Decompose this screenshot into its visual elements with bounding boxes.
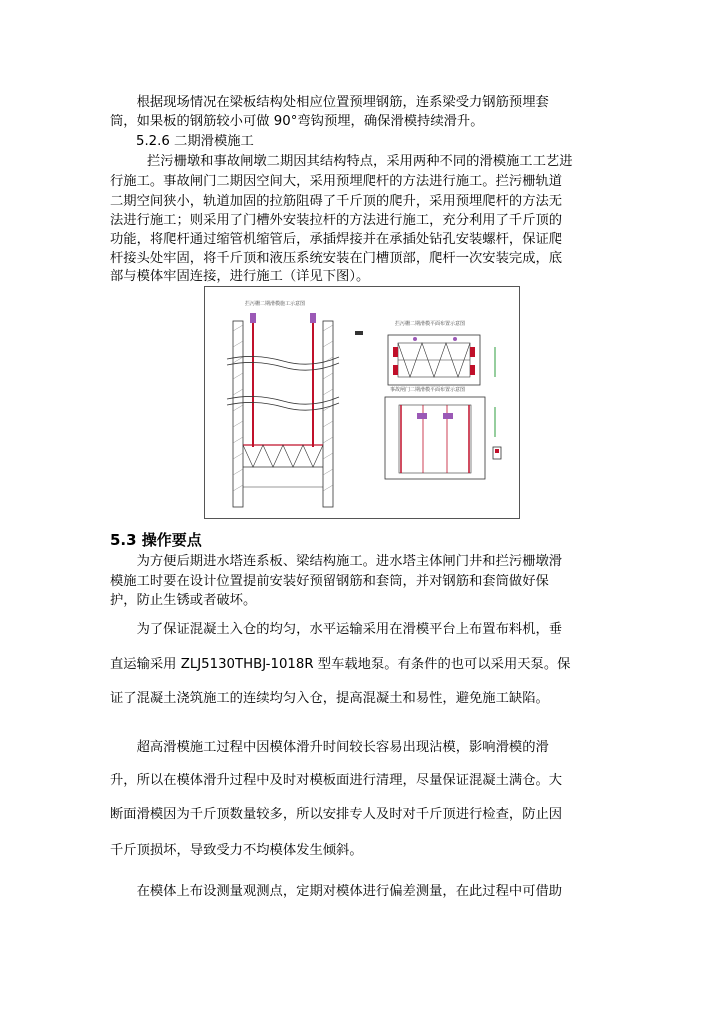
text-line: 直运输采用 ZLJ5130THBJ-1018R 型车载地泵。有条件的也可以采用天泵。保 [110,657,571,672]
plan-drawing-top [388,335,495,385]
text-line: 在模体上布设测量观测点，定期对模体进行偏差测量，在此过程中可借助 [110,884,563,899]
text-line: 杆接头处牢固，将千斤顶和液压系统安装在门槽顶部，爬杆一次安装完成，底 [110,251,563,266]
construction-figure [204,286,520,519]
section-heading-5-3: 5.3 操作要点 [110,531,202,549]
caption-left: 拦污栅二期滑模施工示意图 [245,301,306,307]
text-line: 行施工。事故闸门二期因空间大，采用预埋爬杆的方法进行施工。拦污栅轨道 [110,174,563,189]
text-line: 断面滑模因为千斤顶数量较多，所以安排专人及时对千斤顶进行检查，防止因 [110,807,563,822]
text-line: 拦污栅墩和事故闸墩二期因其结构特点，采用两种不同的滑模施工工艺进 [147,154,573,169]
elevation-drawing [227,313,363,507]
caption-top-right: 拦污栅二期滑模平面布置示意图 [395,321,466,327]
text-line: 根据现场情况在梁板结构处相应位置预埋钢筋，连系梁受力钢筋预埋套 [110,95,549,110]
text-line: 超高滑模施工过程中因模体滑升时间较长容易出现沾模，影响滑模的滑 [110,740,549,755]
slipform-diagram [205,287,519,518]
text-line: 模施工时要在设计位置提前安装好预留钢筋和套筒，并对钢筋和套筒做好保 [110,574,549,589]
text-line: 升，所以在模体滑升过程中及时对模板面进行清理，尽量保证混凝土满仓。大 [110,773,563,788]
text-line: 为方便后期进水塔连系板、梁结构施工。进水塔主体闸门井和拦污栅墩滑 [110,554,563,569]
text-line: 护，防止生锈或者破坏。 [110,593,257,608]
text-line: 筒，如果板的钢筋较小可做 90°弯钩预埋，确保滑模持续滑升。 [110,114,484,129]
text-line: 千斤顶损坏，导致受力不均模体发生倾斜。 [110,843,363,858]
plan-drawing-bottom [385,397,501,479]
caption-bottom-right: 事故闸门二期滑模平面布置示意图 [390,387,466,393]
section-heading-5-2-6: 5.2.6 二期滑模施工 [136,134,254,149]
text-line: 部与模体牢固连接，进行施工（详见下图）。 [110,269,370,284]
text-line: 二期空间狭小，轨道加固的拉筋阻碍了千斤顶的爬升，采用预埋爬杆的方法无 [110,194,563,209]
text-line: 证了混凝土浇筑施工的连续均匀入仓，提高混凝土和易性，避免施工缺陷。 [110,691,549,706]
text-line: 为了保证混凝土入仓的均匀，水平运输采用在滑模平台上布置布料机，垂 [110,622,563,637]
text-line: 法进行施工；则采用了门槽外安装拉杆的方法进行施工，充分利用了千斤顶的 [110,213,563,228]
text-line: 功能，将爬杆通过缩管机缩管后，承插焊接并在承插处钻孔安装螺杆，保证爬 [110,232,563,247]
